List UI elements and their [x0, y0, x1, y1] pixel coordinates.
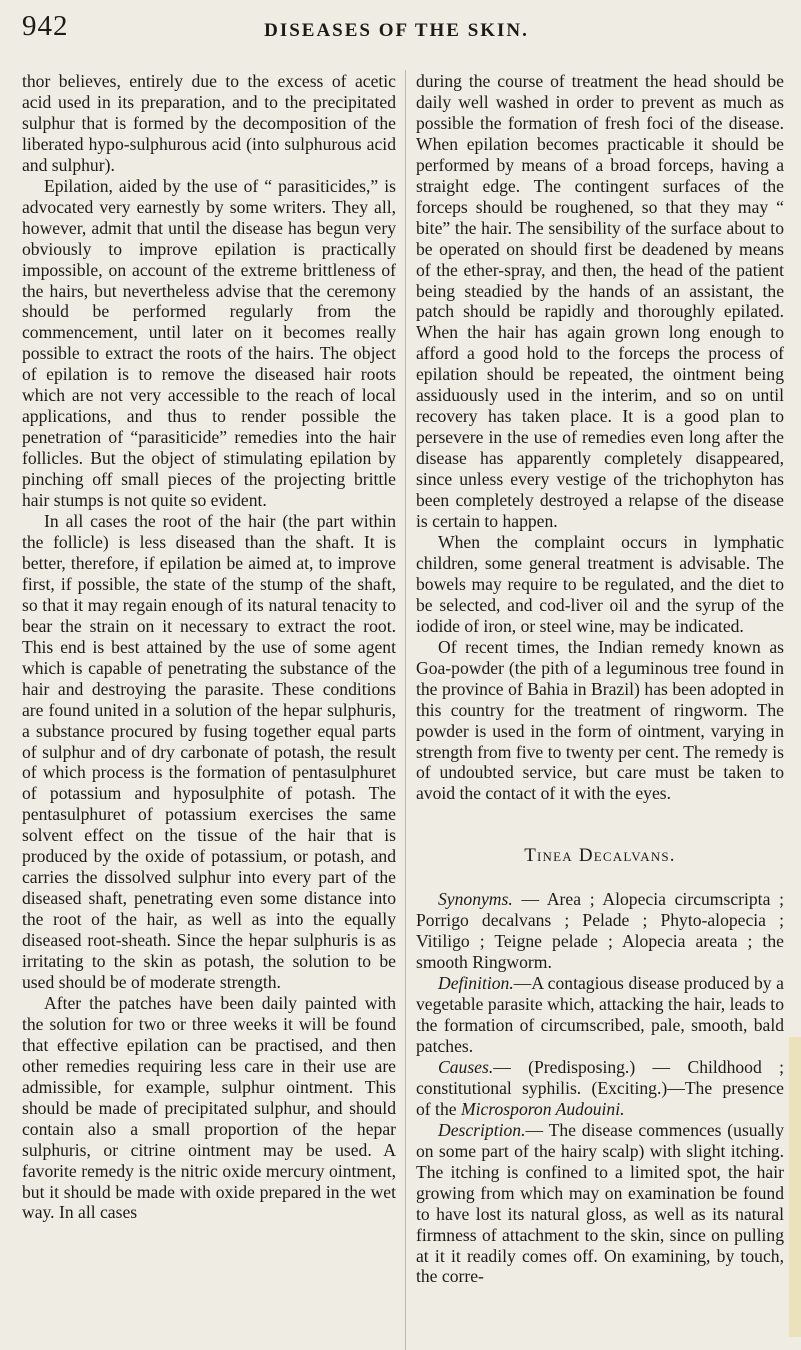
running-head: DISEASES OF THE SKIN.	[264, 20, 529, 41]
column-divider	[405, 70, 406, 1350]
causes-label: Causes.	[438, 1056, 494, 1077]
right-column	[416, 71, 784, 1287]
page-number: 942	[22, 10, 69, 42]
paragraph: Epilation, aided by the use of “ parasiticides,” is advocated very earnestly by some writers. They all, however, admit that until the disease has begun very obviously to improve epilation is practically impossible, on account of the extreme brittleness of the hairs, but nevertheless advise that the ceremony should be performed regularly from the commencement, until later on it becomes really possible to extract the roots of the hairs. The object of epilation is to remove the diseased hair roots which are not very accessible to the reach of local applications, and thus to render possible the penetration of “parasiticide” remedies into the hair follicles. But the object of stimulating epilation by pinching off small pieces of the projecting brittle hair stumps is not quite so evident.	[22, 175, 396, 511]
definition-paragraph	[416, 973, 784, 1057]
paragraph: Of recent times, the Indian remedy known as Goa-powder (the pith of a leguminous tree found in the province of Bahia in Brazil) has been adopted in this country for the treatment of ringworm. The powder is used in the form of ointment, varying in strength from five to twenty per cent. The remedy is of undoubted service, but care must be taken to avoid the contact of it with the eyes.	[416, 636, 784, 804]
definition-text: —A contagious disease produced by a vegetable parasite which, attacking the hair, leads to the formation of circumscribed, pale, smooth, bald patches.	[416, 973, 784, 1056]
paragraph: In all cases the root of the hair (the part within the follicle) is less diseased than the shaft. It is better, therefore, if epilation be aimed at, to improve first, if possible, the state of the stump of the shaft, so that it may regain enough of its natural tenacity to bear the strain on it necessary to extract the root. This end is best attained by the use of some agent which is capable of penetrating the substance of the hair and destroying the parasite. These conditions are found united in a solution of the hepar sulphuris, a substance procured by fusing together equal parts of sulphur and of dry carbonate of potash, the result of which process is the formation of pentasulphuret of potassium and hyposulphite of potash. The pentasulphuret of potassium exercises the same solvent effect on the tissue of the hair that is produced by the oxide of potassium, or potash, and carries the dissolved sulphur into every part of the diseased shaft, penetrating even some distance into the root of the hair, as well as into the equally diseased root-sheath. Since the hepar sulphuris is as irritating to the skin as potash, the solution to be used should be of moderate strength.	[22, 511, 396, 992]
paragraph: After the patches have been daily painted with the solution for two or three weeks it will be found that effective epilation can be practised, and then other remedies requiring less care in their use are admissible, for example, sulphur ointment. This should be made of precipitated sulphur, and should contain also a small proportion of the hepar sulphuris, or citrine ointment may be used. A favorite remedy is the nitric oxide mercury ointment, but it should be made with oxide prepared in the wet way. In all cases	[22, 992, 396, 1223]
synonyms-paragraph	[416, 889, 784, 973]
causes-text: — (Predisposing.) — Childhood ; constitutional syphilis. (Exciting.)—The presence of the	[416, 1056, 784, 1119]
left-column	[22, 71, 396, 1223]
synonyms-label: Synonyms.	[438, 889, 513, 910]
page-header	[22, 10, 771, 50]
description-paragraph	[416, 1120, 784, 1288]
section-heading: Tinea Decalvans.	[524, 845, 676, 867]
description-label: Description.	[438, 1119, 526, 1140]
paragraph: during the course of treatment the head should be daily well washed in order to prevent as much as possible the formation of fresh foci of the disease. When epilation becomes practicable it should be performed by means of a broad forceps, having a straight edge. The contingent surfaces of the forceps should be roughened, so that they may “ bite” the hair. The sensibility of the surface about to be operated on should first be deadened by means of the ether-spray, and then, the head of the patient being steadied by the hands of an assistant, the patch should be rapidly and thoroughly epilated. When the hair has again grown long enough to afford a good hold to the forceps the process of epilation should be repeated, the ointment being assiduously used in the interim, and so on until recovery has taken place. It is a good plan to persevere in the use of remedies even long after the disease has apparently completely disappeared, since unless every vestige of the trichophyton has been completely destroyed a relapse of the disease is certain to happen.	[416, 71, 784, 532]
paragraph: When the complaint occurs in lymphatic children, some general treatment is advisable. The bowels may require to be regulated, and the diet to be selected, and cod-liver oil and the syrup of the iodide of iron, or steel wine, may be indicated.	[416, 531, 784, 636]
definition-label: Definition.	[438, 973, 514, 994]
page-edge-stain	[789, 1037, 801, 1337]
synonyms-text: — Area ; Alopecia circumscripta ; Porrigo decalvans ; Pelade ; Phyto-alopecia ; Vitiligo ; Teigne pelade ; Alopecia areata ; the smooth Ringworm.	[416, 889, 784, 973]
description-text: — The disease commences (usually on some part of the hairy scalp) with slight itching. The itching is confined to a limited spot, the hair growing from which may on examination be found to have lost its natural gloss, as well as its natural firmness of attachment to the skin, since on pulling at it it readily comes off. On examining, by touch, the corre-	[416, 1119, 784, 1287]
causes-species: Microsporon Audouini.	[460, 1098, 625, 1119]
paragraph: thor believes, entirely due to the excess of acetic acid used in its preparation, and to the precipitated sulphur that is formed by the decomposition of the liberated hypo-sulphurous acid (into sulphurous acid and sulphur).	[22, 71, 396, 175]
causes-paragraph	[416, 1057, 784, 1120]
